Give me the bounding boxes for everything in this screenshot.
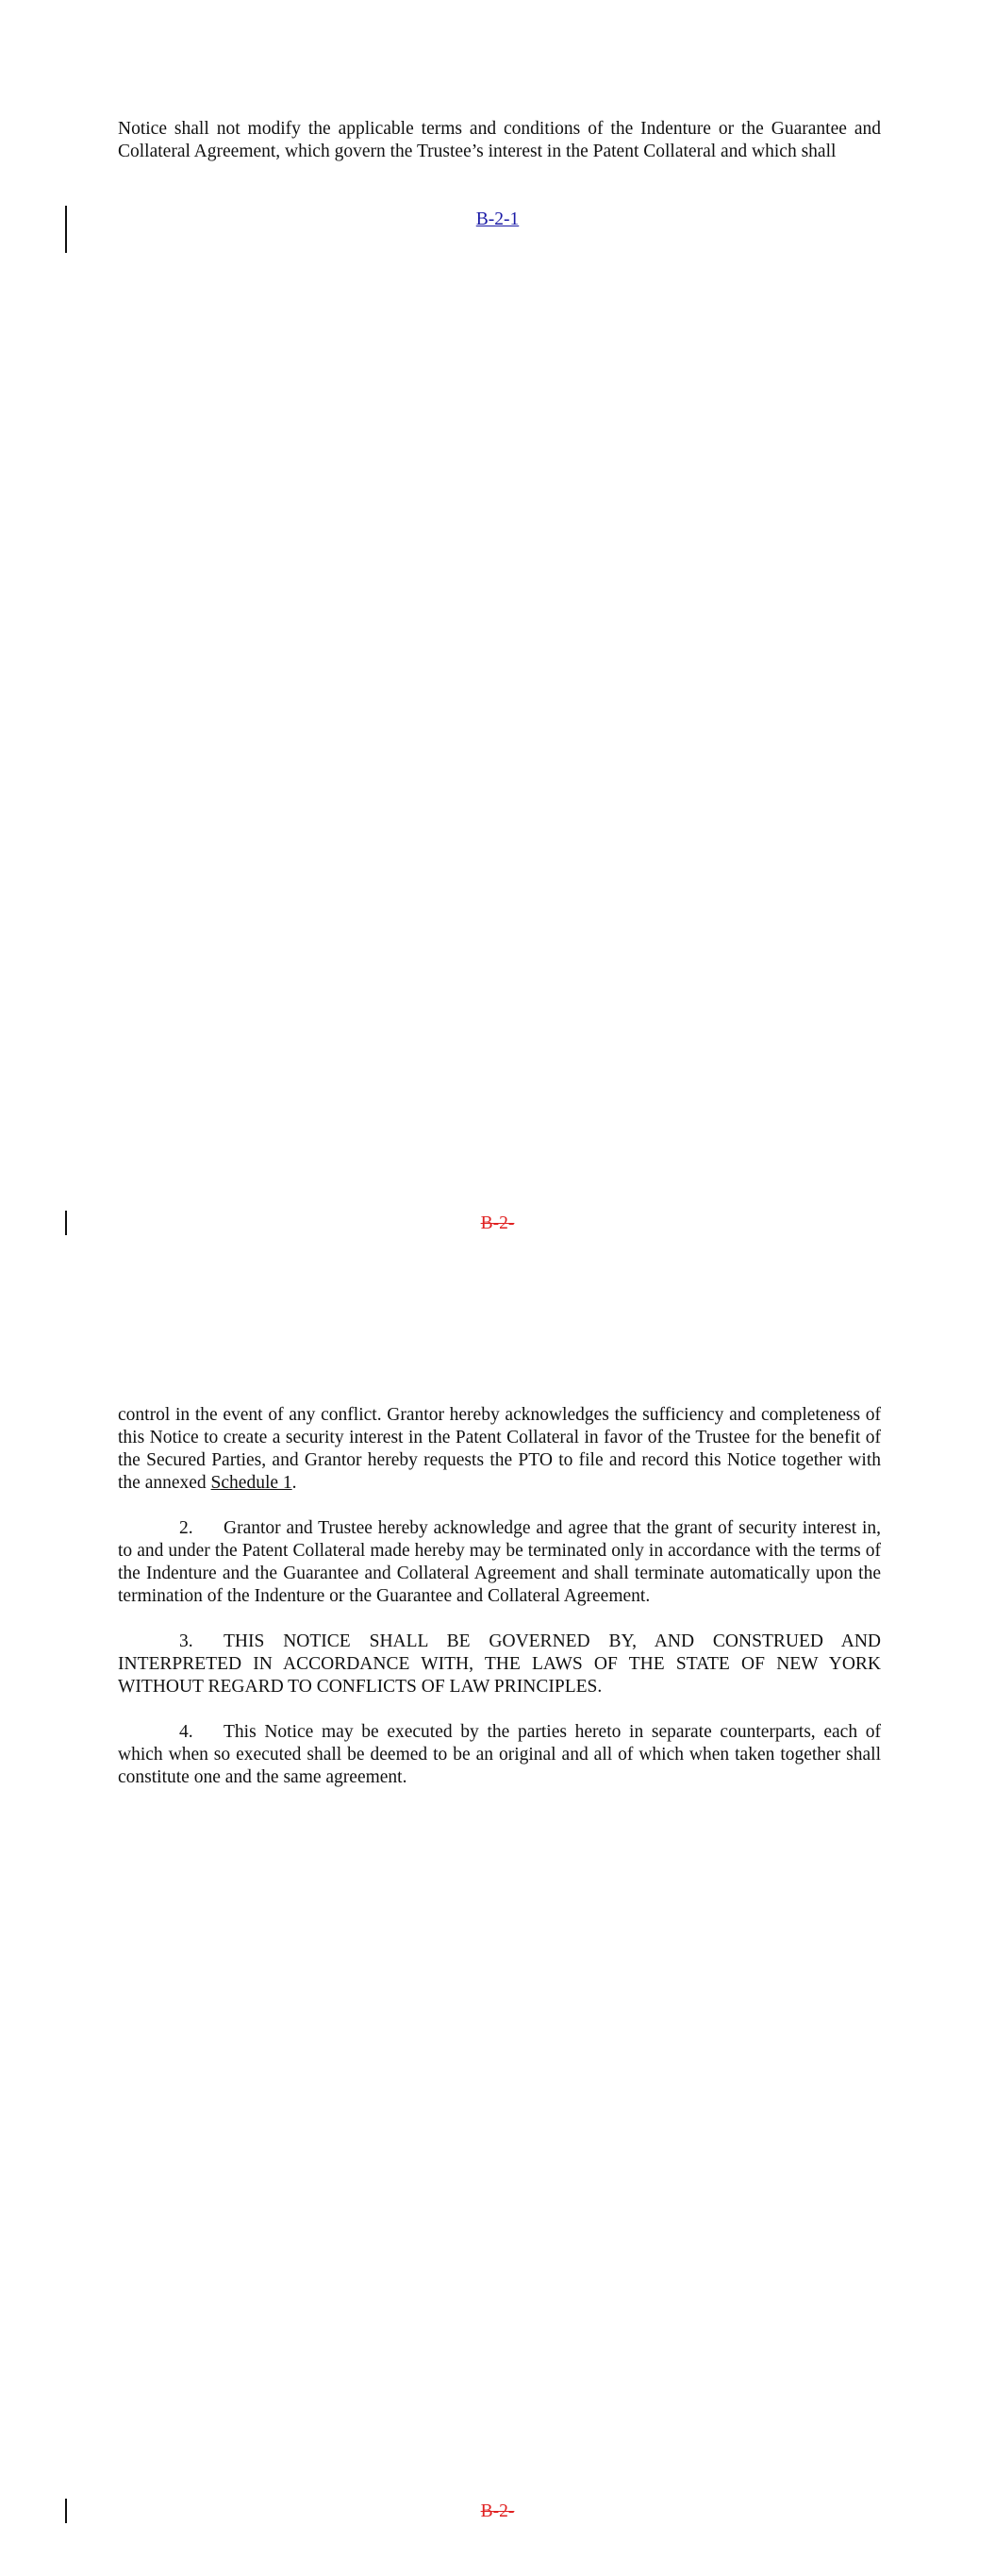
section-text: This Notice may be executed by the parties hereto in separate counterparts, each of which when so executed shall be deemed to be an original and all of which when taken together shall constitute one and the same agreement. bbox=[118, 1722, 881, 1787]
section-4-paragraph bbox=[118, 1721, 881, 1789]
section-number: 2. bbox=[179, 1518, 193, 1538]
page-footer-inserted bbox=[0, 209, 995, 231]
footer-page-number-deleted: B-2- bbox=[480, 1213, 515, 1233]
section-3-paragraph bbox=[118, 1631, 881, 1698]
sentence-period: . bbox=[291, 1473, 297, 1493]
notice-paragraph-continued bbox=[118, 1404, 881, 1495]
section-text: Grantor and Trustee hereby acknowledge and agree that the grant of security interest in, to and under the Patent Collateral made hereby may be terminated only in accordance with the terms of the Indenture and the Guarantee and Collateral Agreement and shall terminate automatically upon the termination of the Indenture or the Guarantee and Collateral Agreement. bbox=[118, 1518, 881, 1606]
section-number: 3. bbox=[179, 1631, 193, 1651]
section-text: THIS NOTICE SHALL BE GOVERNED BY, AND CONSTRUED AND INTERPRETED IN ACCORDANCE WITH, THE LAWS OF THE STATE OF NEW YORK WITHOUT REGARD TO CONFLICTS OF LAW PRINCIPLES. bbox=[118, 1631, 881, 1697]
page-footer-deleted bbox=[0, 1213, 995, 1235]
footer-page-number-deleted: B-2- bbox=[480, 2501, 515, 2521]
continued-text: control in the event of any conflict. Grantor hereby acknowledges the sufficiency and completeness of this Notice to create a security interest in the Patent Collateral in favor of the Trustee for the benefit of the Secured Parties, and Grantor hereby requests the PTO to file and record this Notice together with the annexed bbox=[118, 1405, 881, 1493]
notice-paragraph-top: Notice shall not modify the applicable terms and conditions of the Indenture or the Guarantee and Collateral Agreement, which govern the Trustee’s interest in the Patent Collateral and which shall bbox=[118, 119, 881, 161]
section-number: 4. bbox=[179, 1722, 193, 1742]
section-2-paragraph bbox=[118, 1517, 881, 1608]
page-footer-deleted-2 bbox=[0, 2501, 995, 2523]
schedule-1-reference: Schedule 1 bbox=[210, 1473, 292, 1493]
footer-page-number-inserted: B-2-1 bbox=[475, 209, 520, 229]
